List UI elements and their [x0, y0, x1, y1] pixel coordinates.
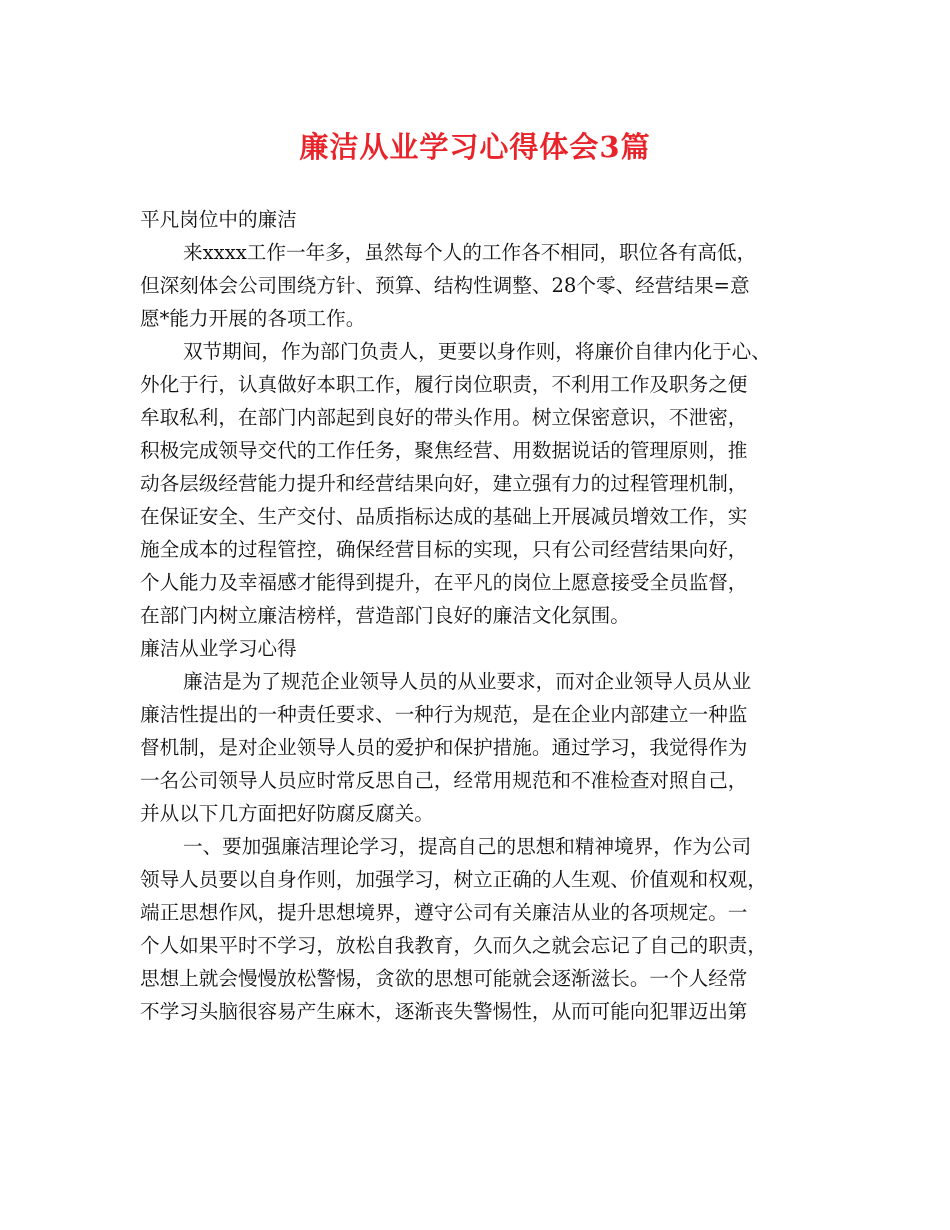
- text-line: 外化于行，认真做好本职工作，履行岗位职责，不利用工作及职务之便: [140, 373, 748, 396]
- text-line: 廉洁性提出的一种责任要求、一种行为规范，是在企业内部建立一种监: [140, 703, 748, 726]
- text-line: 一名公司领导人员应时常反思自己，经常用规范和不准检查对照自己，: [140, 769, 748, 792]
- text-line: 愿*能力开展的各项工作。: [140, 307, 366, 330]
- text-line: 但深刻体会公司围绕方针、预算、结构性调整、28个零、经营结果=意: [140, 274, 750, 297]
- text-line: 在保证安全、生产交付、品质指标达成的基础上开展减员增效工作，实: [140, 505, 748, 528]
- text-line: 平凡岗位中的廉洁: [140, 208, 297, 231]
- text-line: 廉洁是为了规范企业领导人员的从业要求，而对企业领导人员从业: [183, 670, 752, 693]
- text-line: 个人如果平时不学习，放松自我教育，久而久之就会忘记了自己的职责，: [140, 934, 767, 957]
- text-line: 在部门内树立廉洁榜样，营造部门良好的廉洁文化氛围。: [140, 604, 630, 627]
- text-line: 动各层级经营能力提升和经营结果向好，建立强有力的过程管理机制，: [140, 472, 748, 495]
- text-line: 不学习头脑很容易产生麻木，逐渐丧失警惕性，从而可能向犯罪迈出第: [140, 1000, 748, 1023]
- text-line: 廉洁从业学习心得: [140, 637, 297, 660]
- document-body: [140, 203, 830, 1028]
- document-title: 廉洁从业学习心得体会3篇: [299, 130, 651, 164]
- text-line: 端正思想作风，提升思想境界，遵守公司有关廉洁从业的各项规定。一: [140, 901, 748, 924]
- text-line: 并从以下几方面把好防腐反腐关。: [140, 802, 434, 825]
- text-line: 一、要加强廉洁理论学习，提高自己的思想和精神境界，作为公司: [183, 835, 752, 858]
- text-line: 牟取私利，在部门内部起到良好的带头作用。树立保密意识，不泄密，: [140, 406, 748, 429]
- text-line: 积极完成领导交代的工作任务，聚焦经营、用数据说话的管理原则，推: [140, 439, 748, 462]
- text-line: 来xxxx工作一年多，虽然每个人的工作各不相同，职位各有高低，: [183, 241, 757, 264]
- text-line: 个人能力及幸福感才能得到提升，在平凡的岗位上愿意接受全员监督，: [140, 571, 748, 594]
- text-line: 施全成本的过程管控，确保经营目标的实现，只有公司经营结果向好，: [140, 538, 748, 561]
- text-line: 领导人员要以自身作则，加强学习，树立正确的人生观、价值观和权观，: [140, 868, 767, 891]
- text-line: 双节期间，作为部门负责人，更要以身作则，将廉价自律内化于心、: [183, 340, 771, 363]
- text-line: 思想上就会慢慢放松警惕，贪欲的思想可能就会逐渐滋长。一个人经常: [140, 967, 748, 990]
- text-line: 督机制，是对企业领导人员的爱护和保护措施。通过学习，我觉得作为: [140, 736, 748, 759]
